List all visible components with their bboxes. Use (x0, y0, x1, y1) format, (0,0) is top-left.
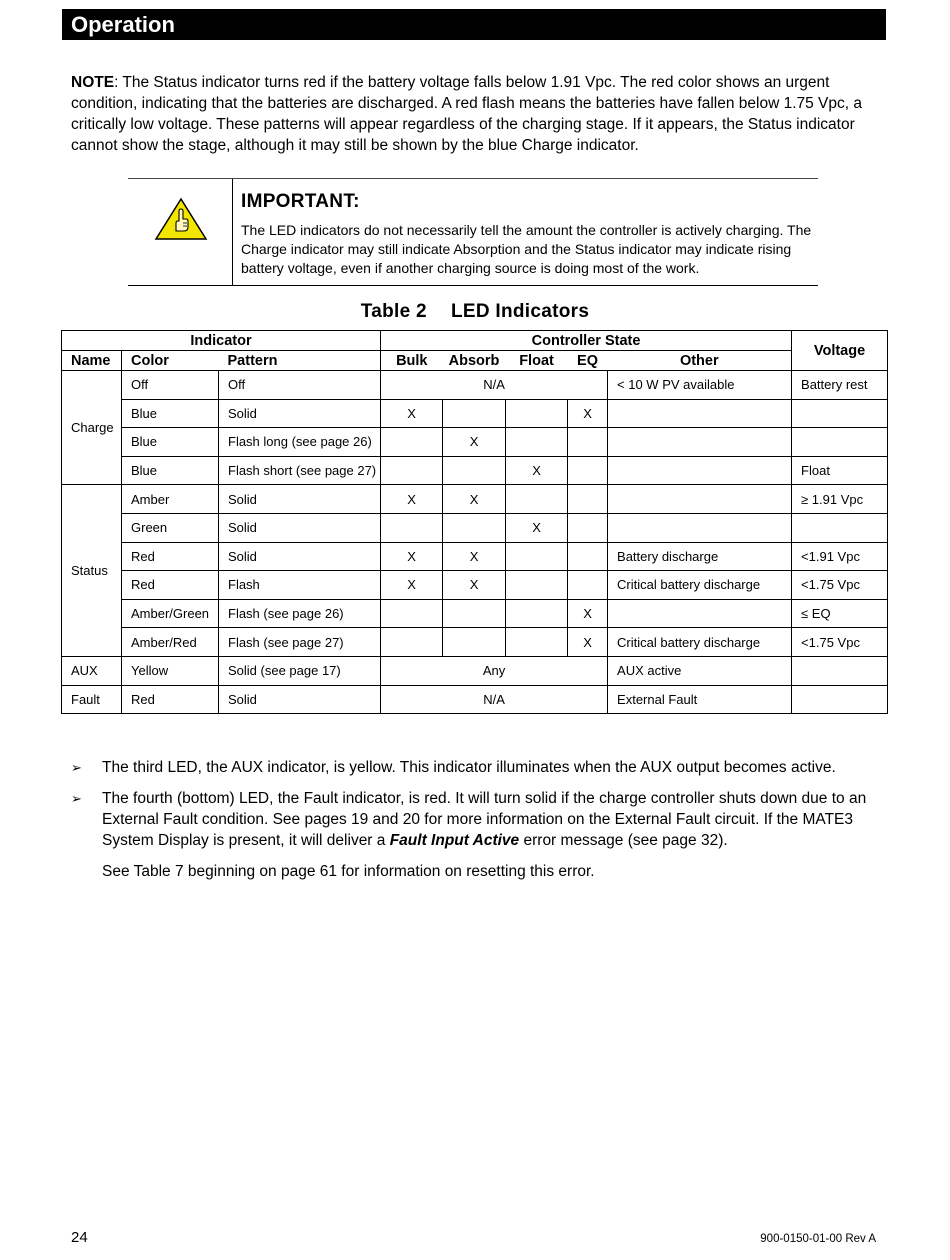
table-row (62, 656, 888, 685)
float-cell (506, 628, 568, 657)
section-header: Operation (62, 9, 886, 40)
important-icon-cell (128, 179, 233, 285)
other-cell: External Fault (608, 685, 792, 714)
pattern-cell: Flash long (see page 26) (219, 428, 381, 457)
table-row (62, 371, 888, 400)
absorb-cell: X (443, 428, 506, 457)
row-name-cell: Status (62, 485, 122, 657)
table-caption-title: LED Indicators (450, 301, 590, 322)
arrow-bullet-icon: ➢ (71, 791, 82, 806)
float-cell (506, 428, 568, 457)
led-indicators-table (61, 330, 888, 714)
pattern-cell: Flash (see page 27) (219, 628, 381, 657)
bulk-cell: X (381, 485, 443, 514)
other-cell: Battery discharge (608, 542, 792, 571)
float-cell (506, 599, 568, 628)
other-cell (608, 399, 792, 428)
color-cell: Blue (122, 428, 219, 457)
state-span-cell: N/A (381, 685, 608, 714)
other-cell: < 10 W PV available (608, 371, 792, 400)
bulk-cell (381, 428, 443, 457)
float-cell: X (506, 456, 568, 485)
voltage-cell: Float (792, 456, 888, 485)
table-row (62, 399, 888, 428)
note-label: NOTE (71, 74, 115, 91)
table-row (62, 456, 888, 485)
document-id: 900-0150-01-00 Rev A (760, 1233, 876, 1245)
state-span-cell: N/A (381, 371, 608, 400)
pattern-cell: Solid (219, 542, 381, 571)
pattern-cell: Solid (219, 513, 381, 542)
color-cell: Amber/Red (122, 628, 219, 657)
table-row (62, 485, 888, 514)
voltage-cell (792, 685, 888, 714)
voltage-cell (792, 656, 888, 685)
voltage-cell: Battery rest (792, 371, 888, 400)
bulk-cell: X (381, 571, 443, 600)
bulk-cell (381, 628, 443, 657)
float-cell: X (506, 513, 568, 542)
see-table-text: See Table 7 beginning on page 61 for information on resetting this error. (102, 863, 595, 880)
other-cell (608, 428, 792, 457)
other-cell (608, 456, 792, 485)
eq-cell (568, 542, 608, 571)
table-row (62, 571, 888, 600)
other-cell: Critical battery discharge (608, 628, 792, 657)
pattern-cell: Flash (219, 571, 381, 600)
pointing-hand-warning-icon (154, 197, 208, 243)
absorb-cell (443, 513, 506, 542)
pattern-cell: Flash short (see page 27) (219, 456, 381, 485)
row-name-cell: Fault (62, 685, 122, 714)
float-cell (506, 542, 568, 571)
bulk-cell (381, 599, 443, 628)
color-cell: Red (122, 542, 219, 571)
other-cell (608, 485, 792, 514)
state-span-cell: Any (381, 656, 608, 685)
eq-cell (568, 428, 608, 457)
eq-cell (568, 571, 608, 600)
header-indicator: Indicator (62, 331, 381, 351)
arrow-bullet-icon: ➢ (71, 760, 82, 775)
voltage-cell (792, 428, 888, 457)
bulk-cell: X (381, 399, 443, 428)
absorb-cell: X (443, 485, 506, 514)
table-row (62, 685, 888, 714)
header-bulk: Bulk (381, 351, 443, 371)
bullet-aux (71, 757, 883, 778)
pattern-cell: Solid (219, 485, 381, 514)
table-row (62, 542, 888, 571)
color-cell: Amber (122, 485, 219, 514)
absorb-cell (443, 399, 506, 428)
table-caption-number: Table 2 (360, 301, 427, 322)
header-pattern: Pattern (219, 351, 381, 371)
bullet-fault-text: The fourth (bottom) LED, the Fault indicator, is red. It will turn solid if the charge controller shuts down due to an External Fault condition. See pages 19 and 20 for more information on the External Fault circuit. If the MATE3 System Display is present, it will deliver a (102, 790, 867, 849)
voltage-cell (792, 513, 888, 542)
pattern-cell: Solid (219, 685, 381, 714)
eq-cell (568, 513, 608, 542)
important-callout (128, 178, 818, 286)
absorb-cell: X (443, 571, 506, 600)
bullet-list (71, 757, 883, 882)
bulk-cell (381, 456, 443, 485)
header-voltage: Voltage (792, 331, 888, 371)
bulk-cell: X (381, 542, 443, 571)
color-cell: Red (122, 685, 219, 714)
eq-cell (568, 485, 608, 514)
voltage-cell: ≤ EQ (792, 599, 888, 628)
row-name-cell: AUX (62, 656, 122, 685)
eq-cell: X (568, 399, 608, 428)
pattern-cell: Flash (see page 26) (219, 599, 381, 628)
table-column-header-row (62, 351, 888, 371)
color-cell: Red (122, 571, 219, 600)
absorb-cell (443, 599, 506, 628)
other-cell (608, 599, 792, 628)
float-cell (506, 571, 568, 600)
float-cell (506, 399, 568, 428)
voltage-cell (792, 399, 888, 428)
important-title: IMPORTANT: (241, 191, 360, 212)
absorb-cell (443, 628, 506, 657)
page-number: 24 (71, 1229, 88, 1246)
important-text: The LED indicators do not necessarily tell the amount the controller is actively charging. The Charge indicator may still indicate Absorption and the Status indicator may indicate rising battery voltage, even if another charging source is doing most of the work. (241, 222, 812, 276)
header-name: Name (62, 351, 122, 371)
absorb-cell: X (443, 542, 506, 571)
bulk-cell (381, 513, 443, 542)
pattern-cell: Off (219, 371, 381, 400)
eq-cell: X (568, 628, 608, 657)
fault-input-active-emphasis: Fault Input Active (389, 832, 520, 849)
row-name-cell: Charge (62, 371, 122, 485)
bullet-aux-text: The third LED, the AUX indicator, is yellow. This indicator illuminates when the AUX output becomes active. (102, 759, 836, 776)
table-row (62, 628, 888, 657)
eq-cell: X (568, 599, 608, 628)
header-eq: EQ (568, 351, 608, 371)
bullet-fault-text-end: error message (see page 32). (519, 832, 728, 849)
color-cell: Yellow (122, 656, 219, 685)
other-cell (608, 513, 792, 542)
header-absorb: Absorb (443, 351, 506, 371)
header-controller-state: Controller State (381, 331, 792, 351)
table-group-header-row (62, 331, 888, 351)
absorb-cell (443, 456, 506, 485)
voltage-cell: <1.91 Vpc (792, 542, 888, 571)
color-cell: Blue (122, 456, 219, 485)
color-cell: Green (122, 513, 219, 542)
header-color: Color (122, 351, 219, 371)
note-paragraph (71, 72, 883, 156)
note-text: : The Status indicator turns red if the battery voltage falls below 1.91 Vpc. The red color shows an urgent condition, indicating that the batteries are discharged. A red flash means the batteries have fallen below 1.75 Vpc, a critically low voltage. These patterns will appear regardless of the charging stage. If it appears, the Status indicator cannot show the stage, although it may still be shown by the blue Charge indicator. (71, 74, 862, 154)
color-cell: Blue (122, 399, 219, 428)
bullet-fault (71, 788, 883, 851)
other-cell: Critical battery discharge (608, 571, 792, 600)
voltage-cell: ≥ 1.91 Vpc (792, 485, 888, 514)
voltage-cell: <1.75 Vpc (792, 571, 888, 600)
voltage-cell: <1.75 Vpc (792, 628, 888, 657)
color-cell: Amber/Green (122, 599, 219, 628)
pattern-cell: Solid (219, 399, 381, 428)
eq-cell (568, 456, 608, 485)
table-row (62, 428, 888, 457)
table-row (62, 513, 888, 542)
float-cell (506, 485, 568, 514)
table-row (62, 599, 888, 628)
header-other: Other (608, 351, 792, 371)
header-float: Float (506, 351, 568, 371)
color-cell: Off (122, 371, 219, 400)
other-cell: AUX active (608, 656, 792, 685)
pattern-cell: Solid (see page 17) (219, 656, 381, 685)
table-caption (0, 301, 950, 323)
